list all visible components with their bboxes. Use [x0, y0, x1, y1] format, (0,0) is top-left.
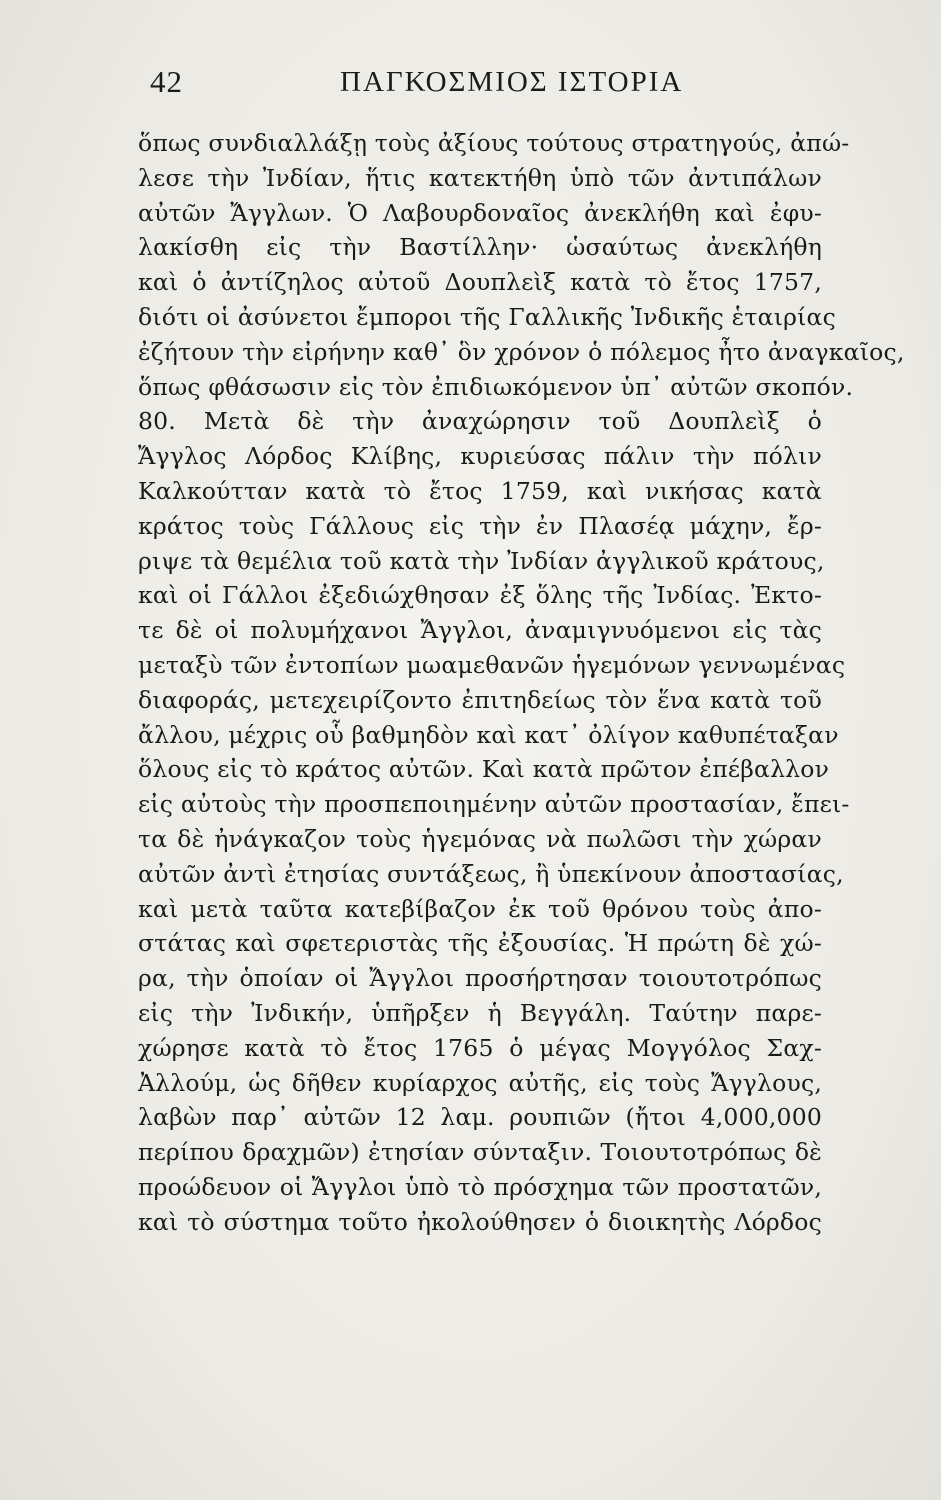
text-line: ρα, τὴν ὁποίαν οἱ Ἄγγλοι προσήρτησαν τοιουτοτρόπως	[138, 964, 822, 993]
text-line: ἐζήτουν τὴν εἰρήνην καθ᾽ ὃν χρόνον ὁ πόλεμος ἦτο ἀναγκαῖος,	[138, 337, 905, 366]
text-line: προώδευον οἱ Ἄγγλοι ὑπὸ τὸ πρόσχημα τῶν προστατῶν,	[138, 1172, 822, 1201]
body-text	[138, 126, 905, 1240]
text-line: λαβὼν παρ᾽ αὐτῶν 12 λαμ. ρουπιῶν (ἤτοι 4,000,000	[138, 1103, 822, 1132]
text-line: ὅλους εἰς τὸ κράτος αὐτῶν. Καὶ κατὰ πρῶτον ἐπέβαλλον	[138, 755, 830, 784]
text-line: λακίσθη εἰς τὴν Βαστίλλην· ὡσαύτως ἀνεκλήθη	[138, 233, 822, 262]
text-line: τα δὲ ἠνάγκαζον τοὺς ἡγεμόνας νὰ πωλῶσι τὴν χώραν	[138, 824, 822, 853]
text-line: 80. Μετὰ δὲ τὴν ἀναχώρησιν τοῦ Δουπλεὶξ ὁ	[138, 407, 822, 436]
page-header	[150, 64, 830, 104]
text-line: χώρησε κατὰ τὸ ἔτος 1765 ὁ μέγας Μογγόλος Σαχ-	[138, 1033, 822, 1062]
text-line: καὶ μετὰ ταῦτα κατεβίβαζον ἐκ τοῦ θρόνου τοὺς ἀπο-	[138, 894, 822, 923]
text-line: λεσε τὴν Ἰνδίαν, ἥτις κατεκτήθη ὑπὸ τῶν ἀντιπάλων	[138, 163, 822, 192]
text-line: στάτας καὶ σφετεριστὰς τῆς ἐξουσίας. Ἡ πρώτη δὲ χώ-	[138, 929, 822, 958]
text-line: Ἀλλούμ, ὡς δῆθεν κυρίαρχος αὐτῆς, εἰς τοὺς Ἄγγλους,	[138, 1068, 822, 1097]
running-title: ΠΑΓΚΟΣΜΙΟΣ ΙΣΤΟΡΙΑ	[340, 66, 684, 98]
text-line: καὶ ὁ ἀντίζηλος αὐτοῦ Δουπλεὶξ κατὰ τὸ ἔτος 1757,	[138, 268, 822, 297]
text-line: Ἄγγλος Λόρδος Κλίβης, κυριεύσας πάλιν τὴν πόλιν	[138, 442, 822, 471]
text-line: διότι οἱ ἀσύνετοι ἔμποροι τῆς Γαλλικῆς Ἰνδικῆς ἑταιρίας	[138, 302, 836, 331]
text-line: καὶ οἱ Γάλλοι ἐξεδιώχθησαν ἐξ ὅλης τῆς Ἰνδίας. Ἐκτο-	[138, 581, 822, 610]
text-line: κράτος τοὺς Γάλλους εἰς τὴν ἐν Πλασέᾳ μάχην, ἔρ-	[138, 511, 822, 540]
text-line: καὶ τὸ σύστημα τοῦτο ἠκολούθησεν ὁ διοικητὴς Λόρδος	[138, 1207, 822, 1236]
text-line: ὅπως φθάσωσιν εἰς τὸν ἐπιδιωκόμενον ὑπ᾽ αὐτῶν σκοπόν.	[138, 372, 854, 401]
page-number: 42	[150, 64, 183, 99]
text-line: ὅπως συνδιαλλάξῃ τοὺς ἀξίους τούτους στρατηγούς, ἀπώ-	[138, 129, 850, 157]
text-line: Καλκούτταν κατὰ τὸ ἔτος 1759, καὶ νικήσας κατὰ	[138, 476, 822, 505]
text-line: εἰς τὴν Ἰνδικήν, ὑπῆρξεν ἡ Βεγγάλη. Ταύτην παρε-	[138, 998, 822, 1027]
text-line: ριψε τὰ θεμέλια τοῦ κατὰ τὴν Ἰνδίαν ἀγγλικοῦ κράτους,	[138, 546, 825, 575]
text-line: διαφοράς, μετεχειρίζοντο ἐπιτηδείως τὸν ἕνα κατὰ τοῦ	[138, 685, 822, 714]
text-line: αὐτῶν ἀντὶ ἐτησίας συντάξεως, ἢ ὑπεκίνουν ἀποστασίας,	[138, 859, 844, 888]
text-line: ἄλλου, μέχρις οὗ βαθμηδὸν καὶ κατ᾽ ὀλίγον καθυπέταξαν	[138, 720, 839, 749]
text-line: εἰς αὐτοὺς τὴν προσπεποιημένην αὐτῶν προστασίαν, ἔπει-	[138, 790, 850, 819]
text-line: μεταξὺ τῶν ἐντοπίων μωαμεθανῶν ἡγεμόνων γεννωμένας	[138, 650, 846, 679]
text-line: αὐτῶν Ἄγγλων. Ὁ Λαβουρδοναῖος ἀνεκλήθη καὶ ἐφυ-	[138, 198, 822, 227]
text-line: περίπου δραχμῶν) ἐτησίαν σύνταξιν. Τοιουτοτρόπως δὲ	[138, 1138, 822, 1167]
text-line: τε δὲ οἱ πολυμήχανοι Ἄγγλοι, ἀναμιγνυόμενοι εἰς τὰς	[138, 616, 822, 645]
